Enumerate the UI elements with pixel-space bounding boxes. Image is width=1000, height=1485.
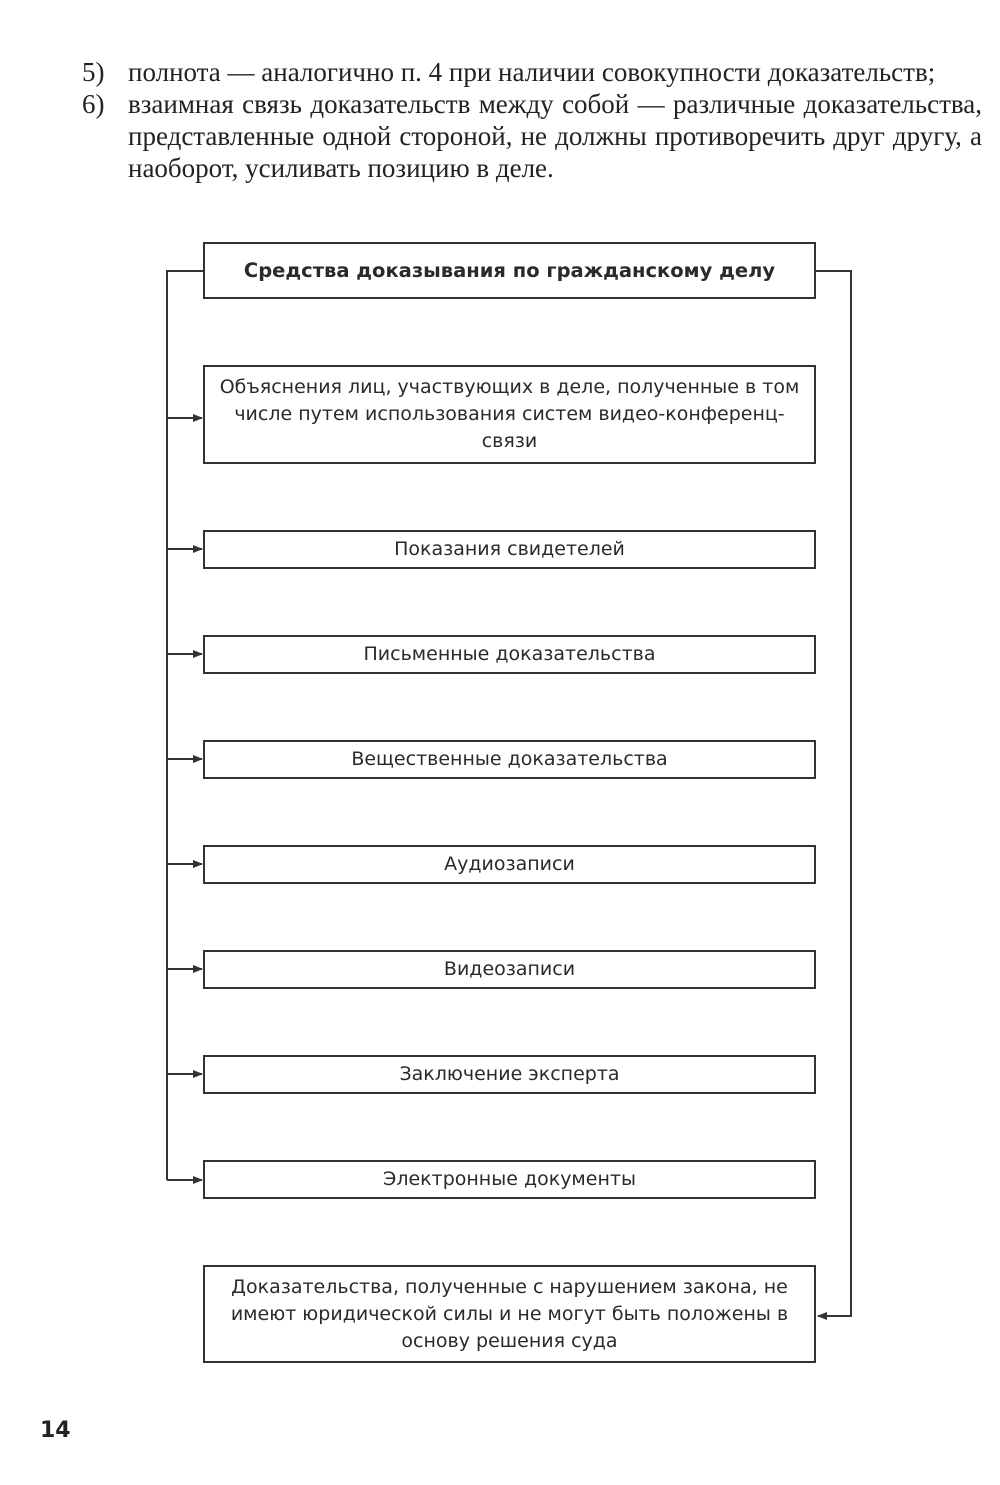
item-text: взаимная связь доказательств между собой — различные доказательства, представленные одной стороной, не должны противоречить друг другу, а наоборот, усиливать позицию в деле. <box>128 89 982 183</box>
right-connector-line <box>816 271 851 1316</box>
item-number: 5) <box>82 57 105 87</box>
page-number: 14 <box>40 1418 71 1443</box>
means-box: Видеозаписи <box>203 950 816 989</box>
means-box: Вещественные доказательства <box>203 740 816 779</box>
means-box: Показания свидетелей <box>203 530 816 569</box>
diagram-title: Средства доказывания по гражданскому делу <box>203 242 816 299</box>
item-number: 6) <box>82 89 105 119</box>
means-box: Письменные доказательства <box>203 635 816 674</box>
conclusion-box: Доказательства, полученные с нарушением закона, не имеют юридической силы и не могут быть положены в основу решения суда <box>203 1265 816 1363</box>
means-box: Электронные документы <box>203 1160 816 1199</box>
means-box: Заключение эксперта <box>203 1055 816 1094</box>
left-connector-line <box>167 271 203 1180</box>
means-box: Аудиозаписи <box>203 845 816 884</box>
means-box: Объяснения лиц, участвующих в деле, полученные в том числе путем использования систем видео-конференц-связи <box>203 365 816 464</box>
item-text: полнота — аналогично п. 4 при наличии совокупности доказательств; <box>128 57 936 87</box>
